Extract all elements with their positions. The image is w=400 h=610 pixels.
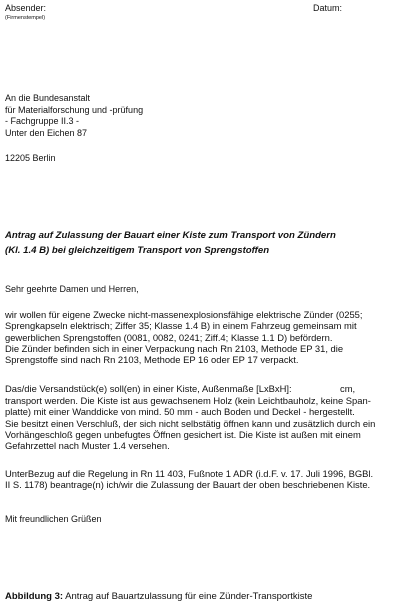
paragraph-line: platte) mit einer Wanddicke von mind. 50 mm - auch Boden und Deckel - hergestellt.: [5, 406, 355, 418]
paragraph-2: [5, 395, 375, 451]
closing: Mit freundlichen Grüßen: [5, 514, 102, 524]
paragraph-line: wir wollen für eigene Zwecke nicht-massenexplosionsfähige elektrische Zünder (0255;: [5, 309, 363, 320]
paragraph-2-unit: cm,: [340, 383, 356, 394]
paragraph-line: Vorhängeschloß gegen unbefugtes Öffnen gesichert ist. Die Kiste ist außen mit einem: [5, 428, 361, 440]
figure-caption: [5, 591, 312, 602]
paragraph-line: transport werden. Die Kiste ist aus gewachsenem Holz (kein Leichtbauholz, keine Span-: [5, 395, 371, 406]
paragraph-line: Sie besitzt einen Verschluß, der sich nicht selbstätig öffnen kann und zusätzlich durch ein: [5, 417, 376, 429]
caption-label: Abbildung 3:: [5, 591, 64, 602]
paragraph-line: Sprengkapseln elektrisch; Ziffer 35; Klasse 1.4 B) in einem Fahrzeug gemeinsam mit: [5, 320, 357, 332]
sender-label: Absender:: [5, 3, 47, 13]
recipient-line: für Materialforschung und -prüfung: [5, 104, 144, 115]
paragraph-line: UnterBezug auf die Regelung in Rn 11 403, Fußnote 1 ADR (i.d.F. v. 17. Juli 1996, BGBl.: [5, 468, 374, 479]
recipient-line: An die Bundesanstalt: [5, 93, 91, 103]
paragraph-line: II S. 1178) beantrage(n) ich/wir die Zulassung der Bauart der oben beschriebenen Kiste.: [5, 479, 371, 491]
recipient-line: Unter den Eichen 87: [5, 127, 88, 138]
paragraph-line: gewerblichen Sprengstoffen (0081, 0082, 0241; Ziff.4; Klasse 1.1 D) befördern.: [5, 331, 333, 343]
subject-line: Antrag auf Zulassung der Bauart einer Kiste zum Transport von Zündern: [5, 230, 336, 241]
recipient-address: [5, 93, 143, 139]
salutation: Sehr geehrte Damen und Herren,: [5, 284, 139, 294]
recipient-city: 12205 Berlin: [5, 153, 56, 163]
sender-note: (Firmenstempel): [5, 15, 46, 21]
paragraph-2-first-line: Das/die Versandstück(e) soll(en) in einer Kiste, Außenmaße [LxBxH]:: [5, 383, 292, 394]
paragraph-3: [5, 468, 373, 491]
paragraph-line: Die Zünder befinden sich in einer Verpackung nach Rn 2103, Methode EP 31, die: [5, 342, 344, 354]
recipient-line: - Fachgruppe II.3 -: [5, 116, 80, 127]
caption-text: Antrag auf Bauartzulassung für eine Zünder-Transportkiste: [63, 591, 313, 602]
paragraph-line: Gefahrzettel nach Muster 1.4 versehen.: [5, 440, 170, 452]
date-label: Datum:: [313, 3, 343, 13]
paragraph-1: [5, 309, 362, 365]
subject-line: (Kl. 1.4 B) bei gleichzeitigem Transport von Sprengstoffen: [5, 244, 270, 256]
paragraph-line: Sprengstoffe sind nach Rn 2103, Methode EP 16 oder EP 17 verpackt.: [5, 354, 299, 366]
subject-heading: [5, 229, 336, 258]
